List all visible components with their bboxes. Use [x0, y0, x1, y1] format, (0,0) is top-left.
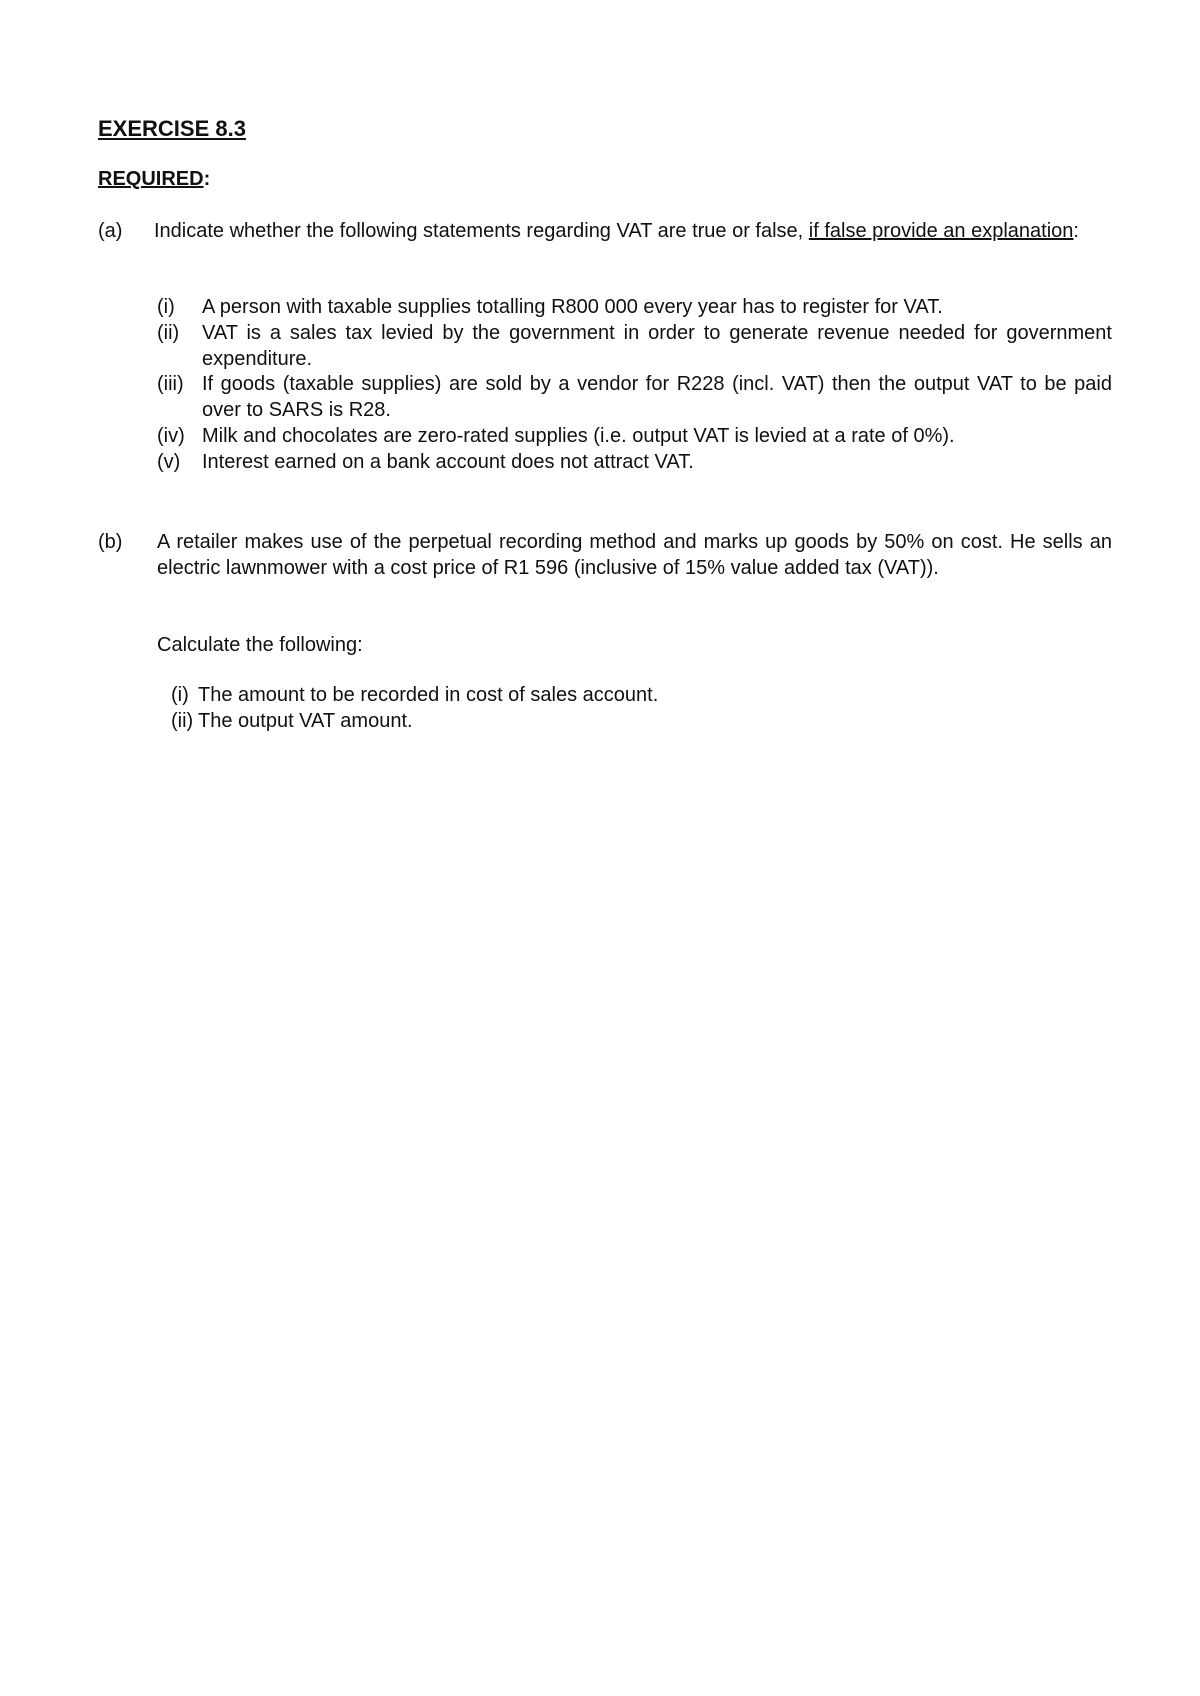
item-text: If goods (taxable supplies) are sold by a vendor for R228 (incl. VAT) then the output VAT to be paid over to SARS is R28. [202, 373, 1112, 422]
part-b-text: A retailer makes use of the perpetual recording method and marks up goods by 50% on cost. He sells an electric lawnmower with a cost price of R1 596 (inclusive of 15% value added tax (VAT)). [157, 531, 1112, 579]
part-a-intro-text: Indicate whether the following statements regarding VAT are true or false, [154, 220, 809, 242]
part-a-statement-list [157, 295, 1112, 476]
required-heading [98, 167, 210, 191]
required-colon: : [203, 168, 211, 190]
list-item [157, 372, 1112, 424]
item-text: The amount to be recorded in cost of sales account. [198, 684, 659, 706]
calculate-label: Calculate the following: [157, 634, 363, 656]
part-b-calculation-list [171, 683, 658, 735]
item-text: VAT is a sales tax levied by the government in order to generate revenue needed for government expenditure. [202, 321, 1112, 370]
item-number: (ii) [157, 321, 180, 344]
list-item [157, 295, 1112, 321]
item-number: (iii) [157, 373, 184, 396]
item-number: (i) [157, 296, 175, 318]
part-b-label: (b) [98, 531, 123, 553]
item-text: Interest earned on a bank account does not attract VAT. [202, 450, 694, 473]
exercise-title: EXERCISE 8.3 [98, 116, 246, 141]
list-item [171, 683, 658, 709]
item-text: Milk and chocolates are zero-rated supplies (i.e. output VAT is levied at a rate of 0%). [202, 424, 955, 447]
item-number: (v) [157, 450, 181, 473]
part-a-intro [154, 218, 1111, 244]
item-number: (i) [171, 684, 189, 706]
list-item [157, 321, 1112, 373]
required-label: REQUIRED [98, 168, 204, 190]
item-text: A person with taxable supplies totalling R800 000 every year has to register for VAT. [202, 296, 943, 318]
part-a-intro-end: : [1073, 220, 1079, 242]
part-a-intro-underlined: if false provide an explanation [808, 220, 1074, 242]
list-item [157, 424, 1112, 450]
part-a-label: (a) [98, 220, 123, 242]
item-number: (iv) [157, 424, 185, 447]
list-item [157, 450, 1112, 476]
item-number: (ii) [171, 709, 194, 732]
list-item [171, 709, 658, 735]
item-text: The output VAT amount. [198, 709, 413, 732]
